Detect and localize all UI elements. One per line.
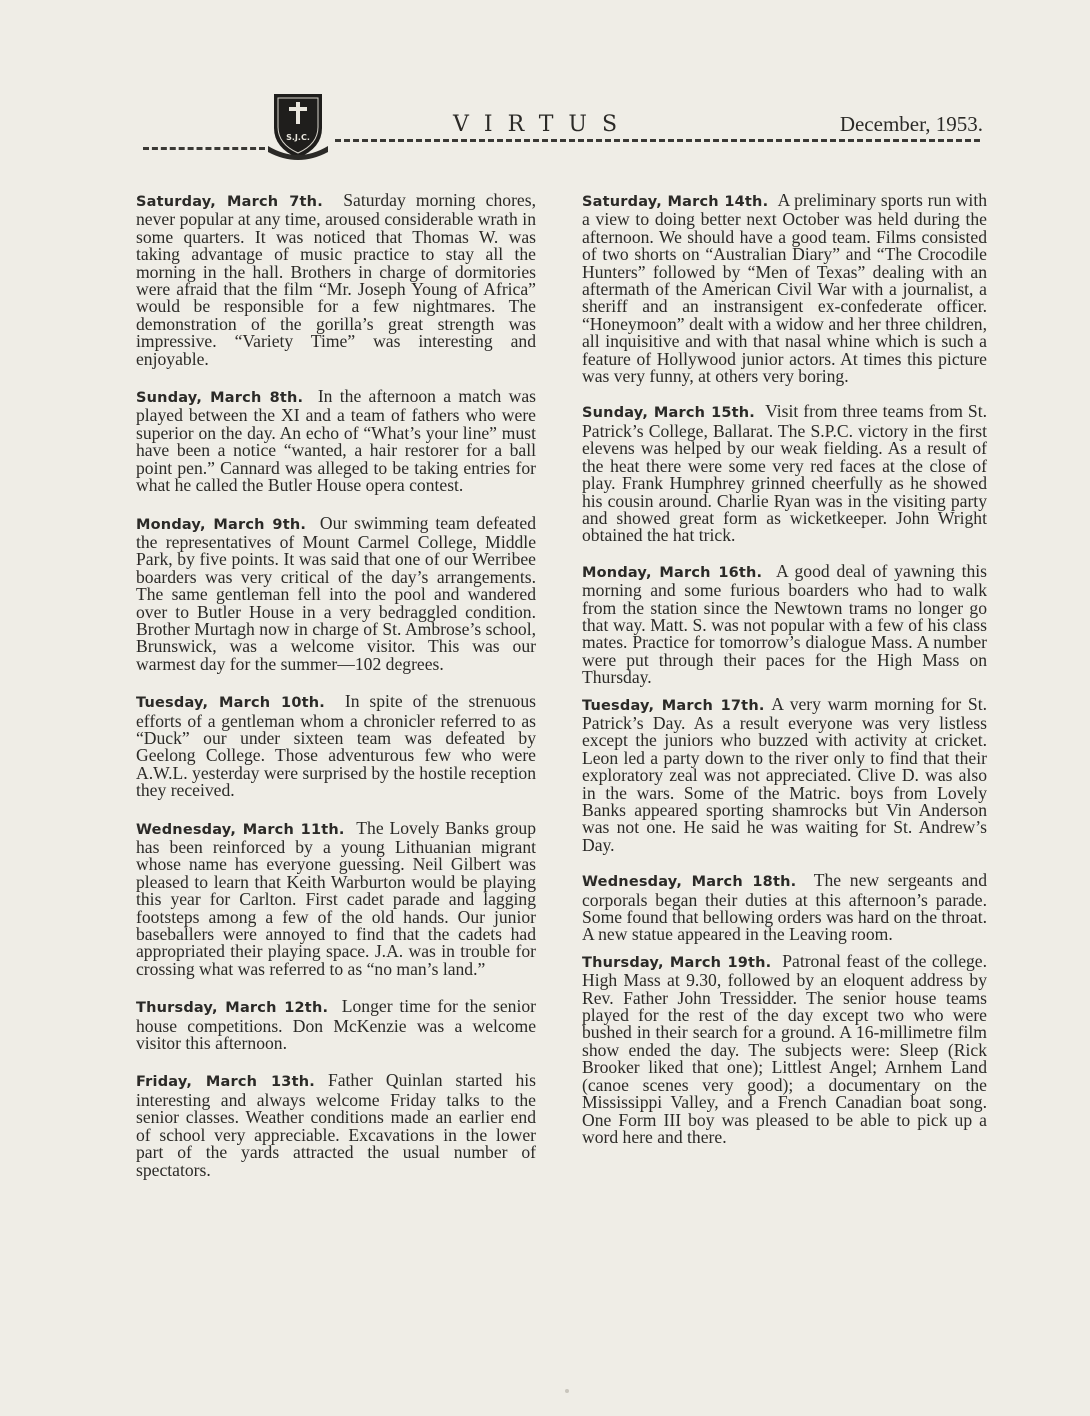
college-crest-icon xyxy=(268,88,328,162)
issue-date: December, 1953. xyxy=(839,112,983,136)
entry-date: Thursday, March 19th. xyxy=(582,954,772,971)
diary-entry xyxy=(136,817,537,979)
entry-date: Saturday, March 14th. xyxy=(582,194,769,210)
entry-date: Wednesday, March 18th. xyxy=(582,874,797,891)
entry-date: Wednesday, March 11th. xyxy=(136,821,345,838)
diary-entry xyxy=(582,403,987,544)
entry-text: In the afternoon a match was played between the XI and a team of fathers who were superior on the day. An echo of “What’s your line” must have been a notice “wanted, a hair restorer for a ball point pen.” Cannard was alleged to be taking entries for what he called the Butler House opera contest. xyxy=(136,386,536,496)
entry-date: Sunday, March 8th. xyxy=(136,390,304,407)
entry-date: Sunday, March 15th. xyxy=(582,405,756,422)
crest-text: S.J.C. xyxy=(286,133,310,142)
diary-entry xyxy=(136,1072,536,1178)
diary-entry xyxy=(582,872,987,944)
diary-entry xyxy=(582,192,987,385)
diary-entry xyxy=(582,560,987,688)
entry-text: The Lovely Banks group has been reinforced by a young Lithuanian migrant whose name has everyone guessing. Neil Gilbert was pleased to learn that Keith Warburton would be playing this year for Carlton. First cadet parade and lagging footsteps among a few of the old hands. Our junior baseballers were annoyed to find that the cadets had appropriated their playing space. J.A. was in trouble for crossing what was referred to as “no man’s land.” xyxy=(136,817,537,979)
entry-text: Longer time for the senior house competitions. Don McKenzie was a welcome visitor this afternoon. xyxy=(136,996,536,1054)
diary-entry xyxy=(582,693,987,855)
entry-text: The new sergeants and corporals began their duties at this afternoon’s parade. Some found that bellowing orders was hard on the throat. A new statue appeared in the Leaving room. xyxy=(582,870,988,945)
masthead-title: VIRTUS xyxy=(453,112,633,137)
entry-text: A preliminary sports run with a view to doing better next October was held during the afternoon. We should have a good team. Films consisted of two shorts on “Australian Diary” and “The Crocodile Hunters” followed by “Men of Texas” dealing with an aftermath of the American Civil War with a journalist, a sheriff and an instransigent ex-confederate officer. “Honeymoon” dealt with a widow and her three children, all inquisitive and with that nasal whine which is such a feature of Hollywood junior actors. At times this picture was very funny, at others very boring. xyxy=(582,190,987,387)
diary-entry xyxy=(582,950,988,1147)
decorative-rule-right xyxy=(335,139,980,142)
entry-date: Monday, March 16th. xyxy=(582,564,763,581)
decorative-rule-left xyxy=(143,147,265,150)
entry-date: Saturday, March 7th. xyxy=(136,194,323,210)
entry-text: Our swimming team defeated the representatives of Mount Carmel College, Middle Park, by five points. It was said that one of our Werribee boarders was very critical of the day’s arrangements. The same gentleman fell into the pool and wandered over to Butler House in a very bedraggled condition. Brother Murtagh now in charge of St. Ambrose’s school, Brunswick, was a welcome visitor. This was our warmest day for the summer—102 degrees. xyxy=(136,512,536,674)
right-column xyxy=(582,192,987,1164)
entry-text: Visit from three teams from St. Patrick’s College, Ballarat. The S.P.C. victory in the first elevens was helped by our weak fielding. As a result of the heat there were some very red faces at the close of play. Frank Humphrey grinned cheerfully as he showed his cousin around. Charlie Ryan was in the visiting party and showed great form as wicketkeeper. John Wright obtained the hat trick. xyxy=(582,401,988,546)
page-header xyxy=(0,0,1090,170)
entry-text: In spite of the strenuous efforts of a gentleman whom a chronicler referred to as “Duck” our under sixteen team was defeated by Geelong College. Those adventurous few who were A.W.L. yesterday were surprised by the hostile reception they received. xyxy=(136,691,536,801)
entry-date: Thursday, March 12th. xyxy=(136,1000,329,1017)
entry-text: Saturday morning chores, never popular at any time, aroused considerable wrath in some quarters. It was noticed that Thomas W. was taking advantage of music practice to stay all the morning in the hall. Brothers in charge of dormitories were afraid that the film “Mr. Joseph Young of Africa” would be responsible for a few nightmares. The demonstration of the gorilla’s great strength was impressive. “Variety Time” was interesting and enjoyable. xyxy=(136,190,536,369)
entry-date: Tuesday, March 17th. xyxy=(582,697,765,714)
paper-smudge xyxy=(565,1389,569,1393)
entry-text: A very warm morning for St. Patrick’s Day. As a result everyone was very listless except the juniors who buzzed with activity at cricket. Leon led a party down to the river only to find that their exploratory zeal was not appreciated. Clive D. was also in the wars. Some of the Matric. boys from Lovely Banks appeared sporting shamrocks but Vin Anderson was not one. He said he was waiting for St. Andrew’s Day. xyxy=(582,693,987,855)
diary-entry xyxy=(136,693,536,799)
entry-date: Tuesday, March 10th. xyxy=(136,695,325,712)
entry-text: A good deal of yawning this morning and some furious boarders who had to walk from the station since the Newtown trams no longer go that way. Matt. S. was not popular with a few of his class mates. Practice for tomorrow’s dialogue Mass. A number were put through their paces for the High Mass on Thursday. xyxy=(582,560,987,688)
entry-date: Friday, March 13th. xyxy=(136,1074,315,1091)
left-column xyxy=(136,192,536,1199)
diary-entry xyxy=(136,388,536,494)
entry-text: Patronal feast of the college. High Mass at 9.30, followed by an eloquent address by Rev. Father John Tressidder. The senior house teams played for the rest of the day except two who were bushed in their search for a ground. A 16-millimetre film show ended the day. The subjects were: Sleep (Rick Brooker liked that one); Littlest Angel; Arnhem Land (canoe scenes very good); a documentary on the Mississippi Valley, and a French Canadian boat song. One Form III boy was pleased to be able to pick up a word here and there. xyxy=(582,950,988,1147)
entry-text: Father Quinlan started his interesting and always welcome Friday talks to the senior classes. Weather conditions made an earlier end of school very appreciable. Excavations in the lower part of the yards attracted the usual number of spectators. xyxy=(136,1070,536,1180)
entry-date: Monday, March 9th. xyxy=(136,516,307,533)
diary-entry xyxy=(136,512,536,674)
diary-entry xyxy=(136,192,536,368)
diary-entry xyxy=(136,998,536,1052)
